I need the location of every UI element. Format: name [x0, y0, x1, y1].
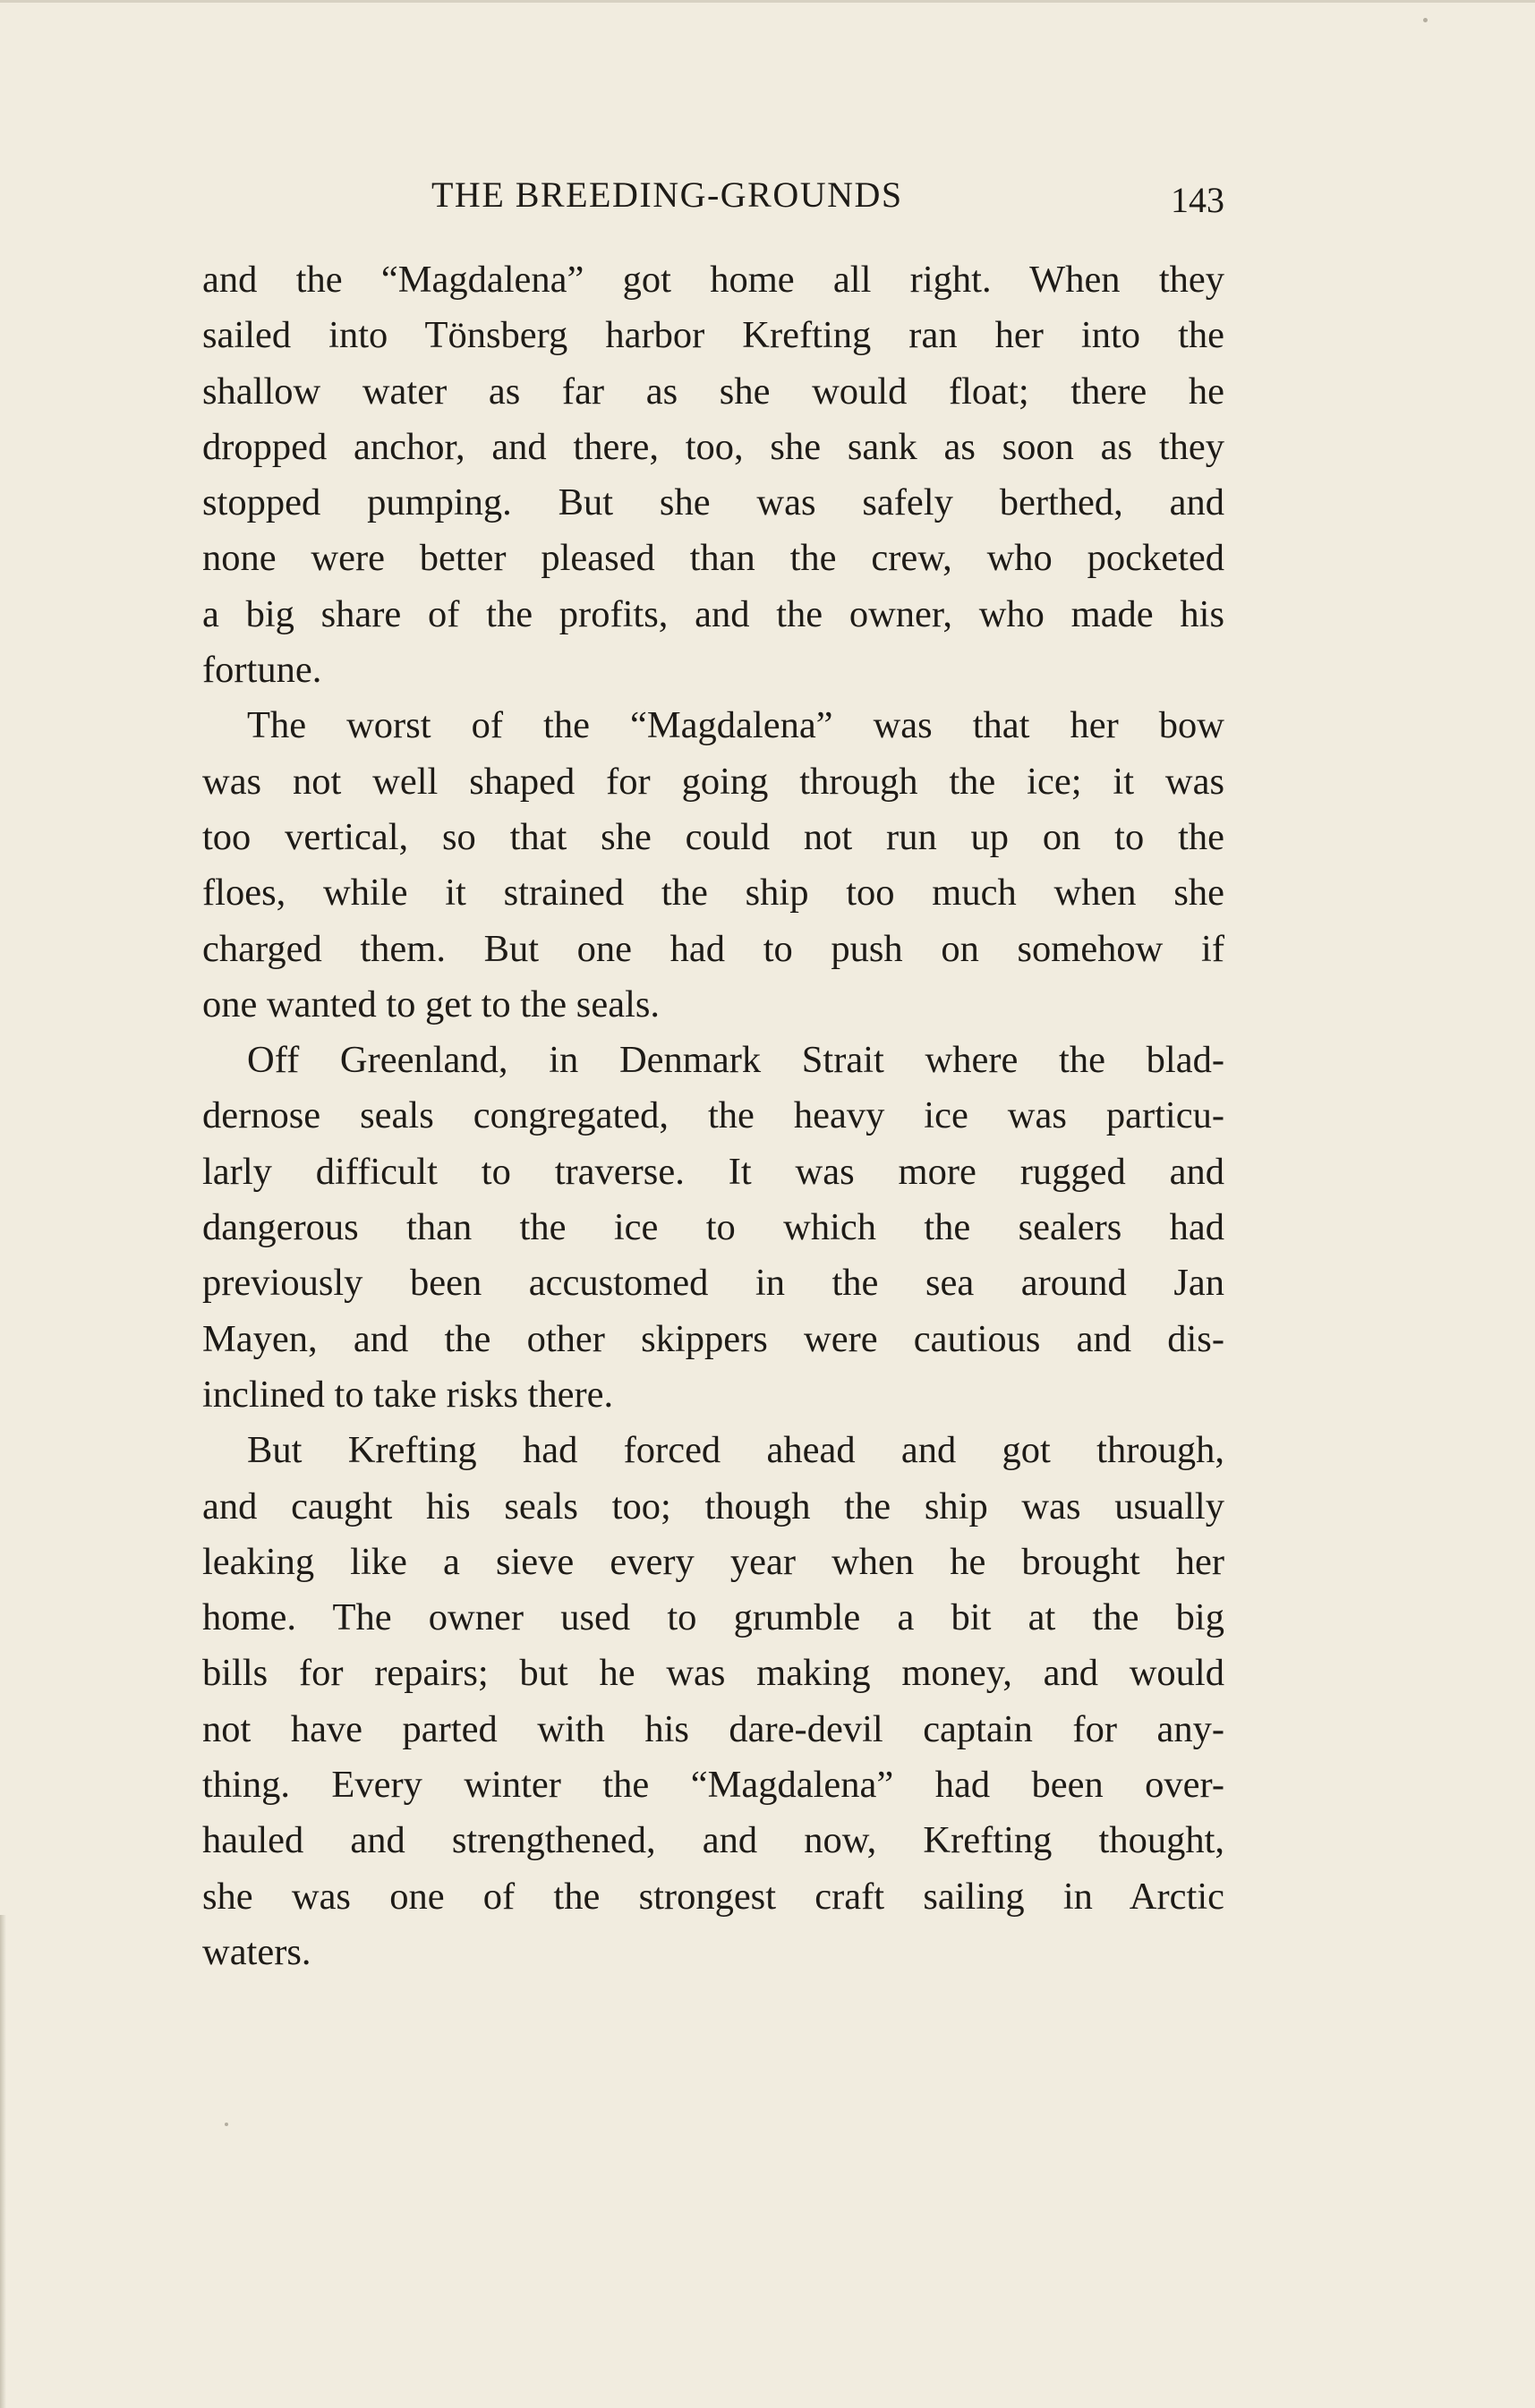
text-line: fortune.	[202, 649, 322, 692]
text-line: Mayen, and the other skippers were cautious and dis-	[202, 1317, 1224, 1360]
text-line: previously been accustomed in the sea around Jan	[202, 1262, 1224, 1305]
text-line: and the “Magdalena” got home all right. When they	[202, 259, 1224, 301]
text-line: charged them. But one had to push on somehow if	[202, 927, 1224, 970]
text-line: not have parted with his dare-devil captain for any-	[202, 1707, 1224, 1750]
text-line: bills for repairs; but he was making money, and would	[202, 1652, 1224, 1695]
text-line: none were better pleased than the crew, who pocketed	[202, 537, 1224, 580]
text-line: one wanted to get to the seals.	[202, 983, 661, 1025]
text-line: waters.	[202, 1930, 311, 1973]
running-head	[204, 170, 1224, 220]
text-line: The worst of the “Magdalena” was that her bow	[247, 704, 1224, 747]
text-line: she was one of the strongest craft sailing in Arctic	[202, 1875, 1224, 1918]
text-line: home. The owner used to grumble a bit at the big	[202, 1596, 1224, 1639]
chapter-title: THE BREEDING-GROUNDS	[431, 174, 903, 215]
text-line: leaking like a sieve every year when he brought her	[202, 1540, 1224, 1583]
text-line: But Krefting had forced ahead and got through,	[247, 1429, 1224, 1472]
text-line: hauled and strengthened, and now, Krefting thought,	[202, 1819, 1224, 1862]
paper-speck	[1423, 18, 1428, 22]
text-line: inclined to take risks there.	[202, 1373, 614, 1416]
text-line: a big share of the profits, and the owner, who made his	[202, 592, 1224, 635]
paragraph	[202, 252, 1224, 698]
text-line: and caught his seals too; though the ship was usually	[202, 1485, 1224, 1527]
page-binding-shadow	[0, 1915, 6, 2408]
paper-speck	[225, 2123, 228, 2126]
text-line: shallow water as far as she would float; there he	[202, 370, 1224, 413]
paragraph	[202, 698, 1224, 1033]
text-line: thing. Every winter the “Magdalena” had been over-	[202, 1764, 1224, 1807]
text-line: dropped anchor, and there, too, she sank as soon as they	[202, 425, 1224, 468]
text-line: dangerous than the ice to which the sealers had	[202, 1206, 1224, 1249]
text-line: Off Greenland, in Denmark Strait where the blad-	[247, 1039, 1224, 1082]
text-line: dernose seals congregated, the heavy ice was particu-	[202, 1094, 1224, 1137]
text-line: stopped pumping. But she was safely berthed, and	[202, 481, 1224, 524]
page-number: 143	[1171, 180, 1224, 220]
text-line: was not well shaped for going through the ice; it was	[202, 760, 1224, 803]
text-line: larly difficult to traverse. It was more rugged and	[202, 1150, 1224, 1193]
text-line: floes, while it strained the ship too much when she	[202, 872, 1224, 915]
page-top-edge	[0, 0, 1535, 3]
paragraph	[202, 1423, 1224, 1980]
text-line: too vertical, so that she could not run up on to the	[202, 815, 1224, 858]
paragraph	[202, 1033, 1224, 1423]
text-line: sailed into Tönsberg harbor Krefting ran her into the	[202, 314, 1224, 357]
body-text	[202, 252, 1224, 1980]
